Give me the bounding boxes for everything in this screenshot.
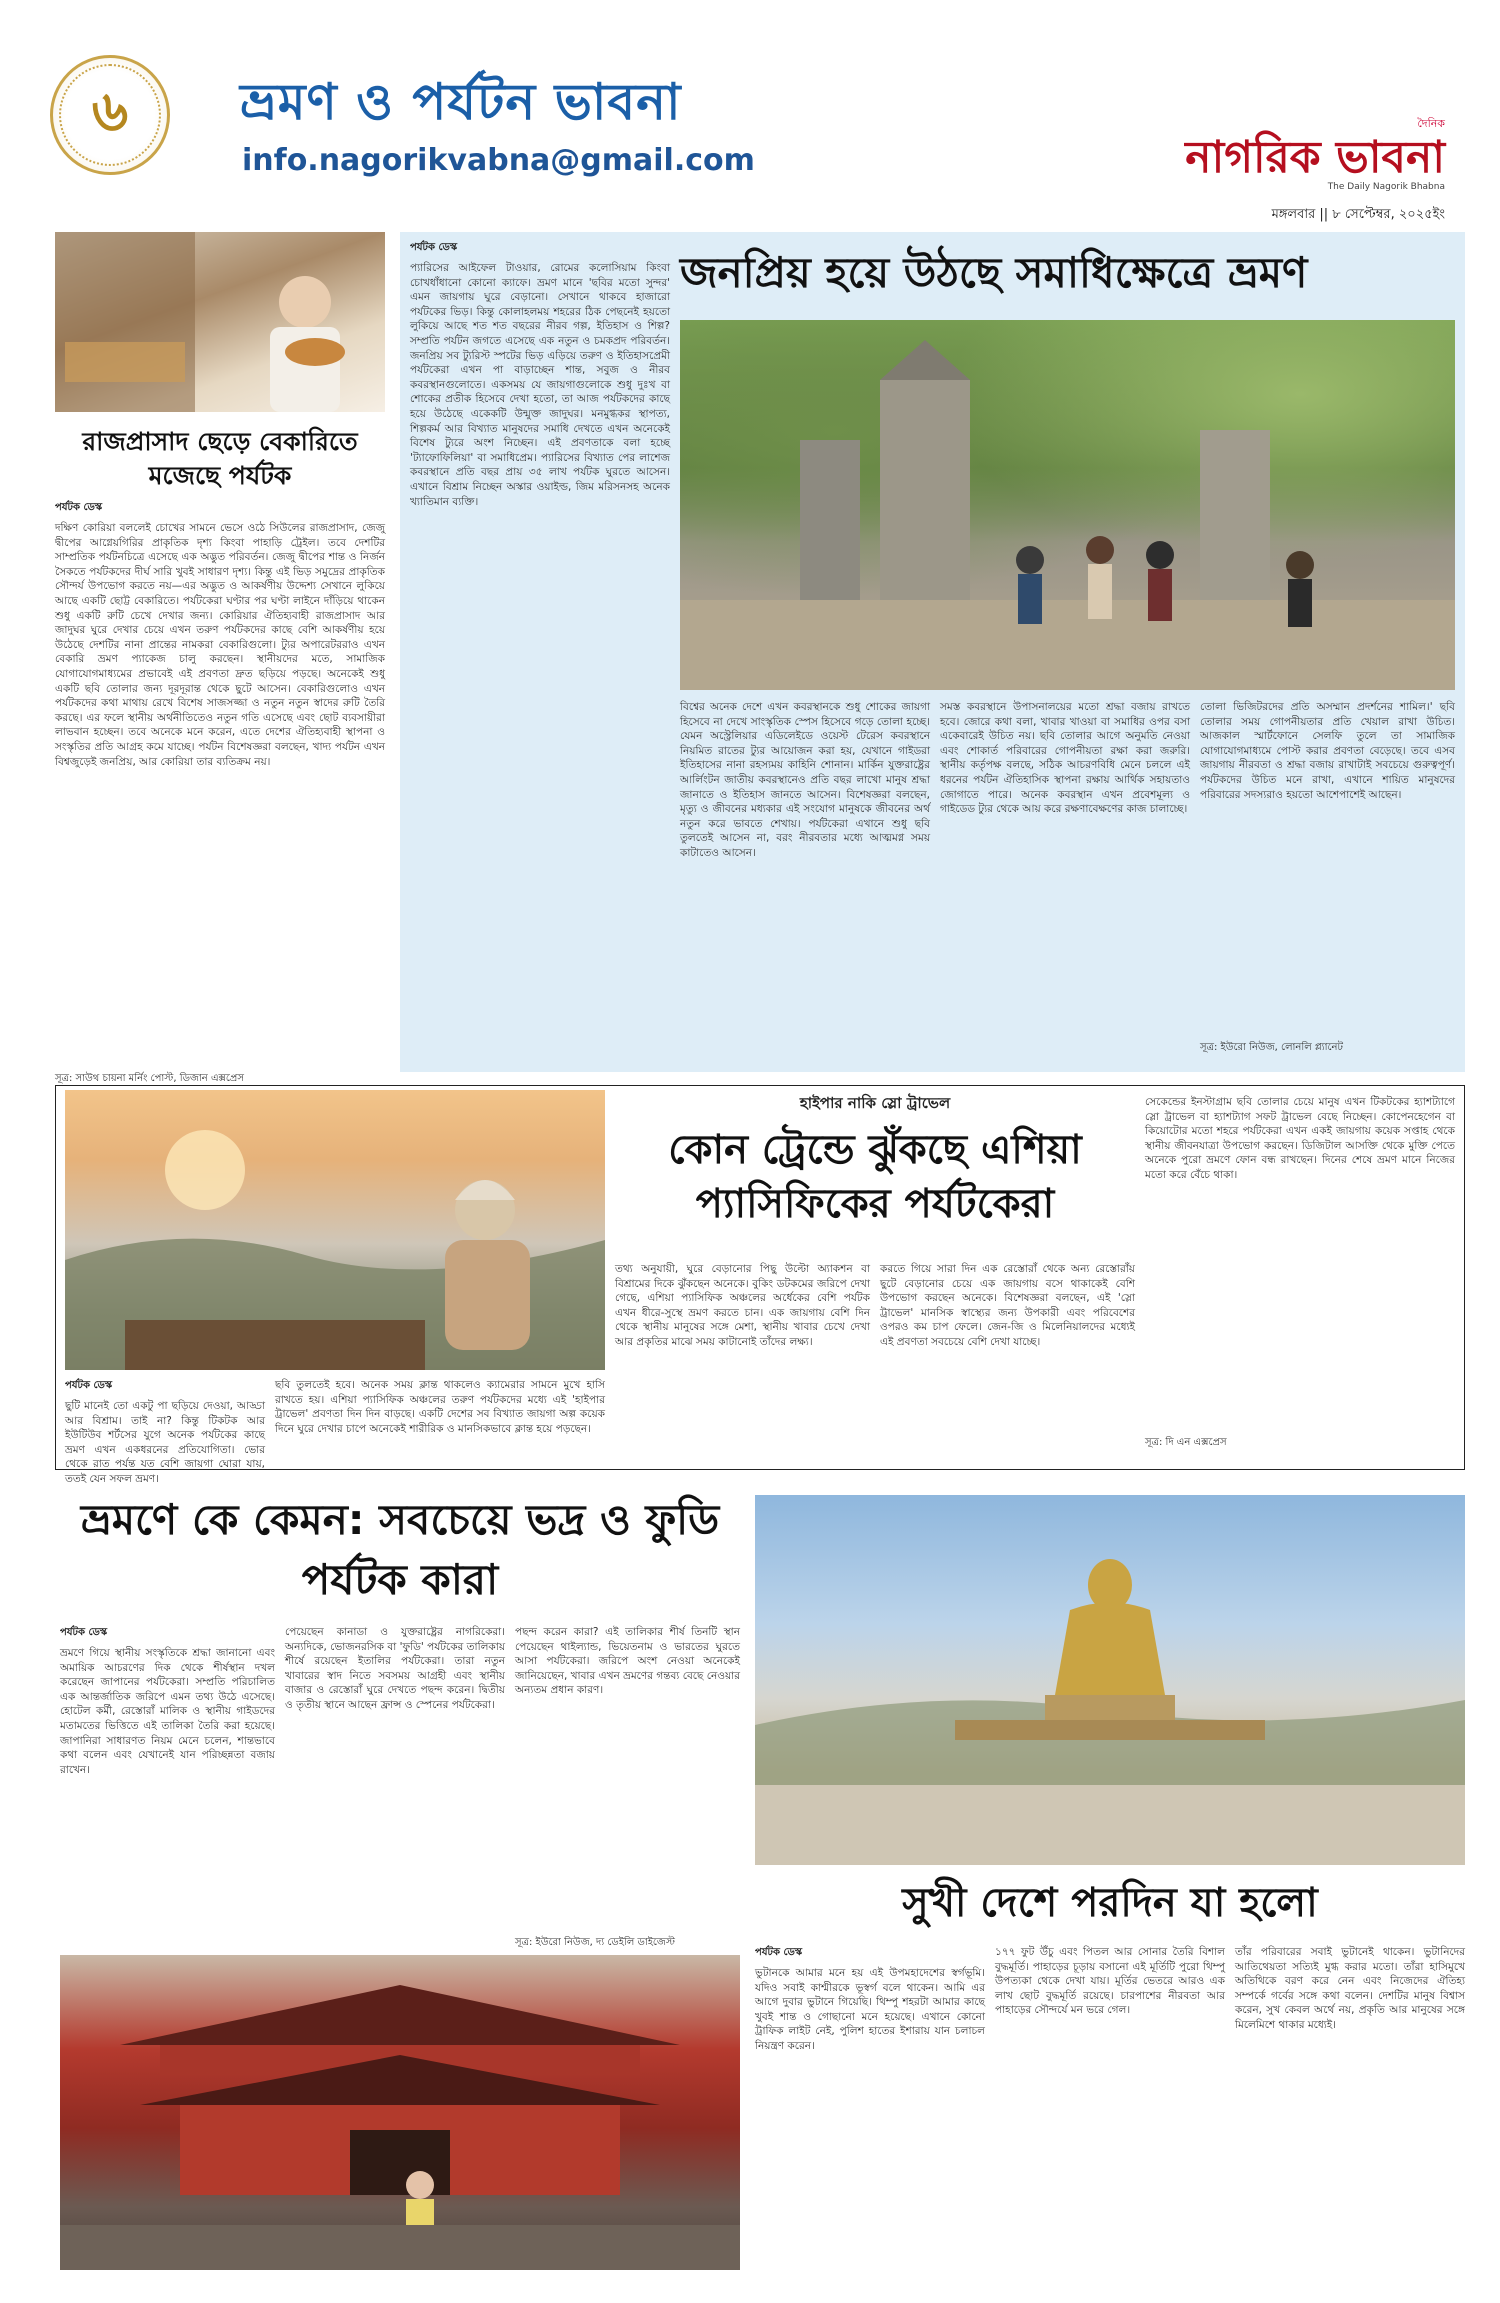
polite-body-col1: ভ্রমণে গিয়ে স্থানীয় সংস্কৃতিকে শ্রদ্ধা জানানো এবং অমায়িক আচরণের দিক থেকে শীর্ষস্থান দখল করেছেন জাপানের পর্যটকেরা। সম্প্রতি পরিচালিত এক আন্তর্জাতিক জরিপে এমন তথ্য উঠে এসেছে। হোটেল কর্মী, রেস্তোরাঁ মালিক ও স্থানীয় গাইডদের মতামতের ভিত্তিতে এই তালিকা তৈরি করা হয়েছে। জাপানিরা সাধারণত নিয়ম মেনে চলেন, শান্তভাবে কথা বলেন এবং যেখানেই যান পরিচ্ছন্নতা বজায় রাখেন। bbox=[60, 1647, 275, 1776]
bhutan-body-col3: তাঁর পরিবারের সবাই ভুটানেই থাকেন। ভুটানিদের আতিথেয়তা সত্যিই মুগ্ধ করার মতো। তাঁরা হাসিমুখে অতিথিকে বরণ করে নেন এবং নিজেদের ঐতিহ্য সম্পর্কে গর্বের সঙ্গে কথা বলেন। দেশটির মানুষ বিশ্বাস করেন, সুখ কেবল অর্থে নয়, প্রকৃতি আর মানুষের সঙ্গে মিলেমিশে থাকার মধ্যেই। bbox=[1235, 1946, 1465, 2031]
asia-body-left: ছুটি মানেই তো একটু পা ছড়িয়ে দেওয়া, আড্ডা আর বিশ্রাম। তাই না? কিন্তু টিকটক আর ইউটিউব শর্টসের যুগে অনেক পর্যটকের কাছে ভ্রমণ এখন একধরনের প্রতিযোগিতা। ভোর থেকে রাত পর্যন্ত যত বেশি জায়গা ঘোরা যায়, ততই যেন সফল ভ্রমণ। bbox=[65, 1400, 265, 1485]
bakery-illustration bbox=[55, 232, 385, 412]
cemetery-photo bbox=[680, 320, 1455, 690]
cemetery-body-col4: তোলা ভিজিটরদের প্রতি অসম্মান প্রদর্শনের শামিল।' ছবি তোলার সময় গোপনীয়তার প্রতি খেয়াল রাখা উচিত। আজকাল স্মার্টফোনে সেলফি তুলে তা সামাজিক যোগাযোগমাধ্যমে পোস্ট করার প্রবণতা বেড়েছে। তবে এসব জায়গায় নীরবতা ও শ্রদ্ধা বজায় রাখাটাই সবচেয়ে গুরুত্বপূর্ণ। পর্যটকদের উচিত মনে রাখা, এখানে শায়িত মানুষদের পরিবারের সদস্যরাও হয়তো আশেপাশেই আছেন। bbox=[1200, 701, 1455, 801]
asia-col-right bbox=[1145, 1095, 1455, 1452]
temple-illustration bbox=[60, 1955, 740, 2270]
bhutan-headline: সুখী দেশে পরদিন যা হলো bbox=[902, 1880, 1318, 1926]
bakery-body: দক্ষিণ কোরিয়া বললেই চোখের সামনে ভেসে ওঠে সিউলের রাজপ্রাসাদ, জেজু দ্বীপের আগ্নেয়গিরির প্রাকৃতিক দৃশ্য কিংবা পাহাড়ি ট্রেইল। তবে দেশটির সাম্প্রতিক পর্যটনচিত্রে এসেছে এক অদ্ভুত পরিবর্তন। জেজু দ্বীপের শান্ত ও নির্জন সৈকতে পর্যটকদের দীর্ঘ সারি খুবই সাধারণ দৃশ্য। কিন্তু এই ভিড় সমুদ্রের প্রাকৃতিক সৌন্দর্য উপভোগ করতে নয়—এর অদ্ভুত ও আকর্ষণীয় উদ্দেশ্য সেখানে লুকিয়ে আছে একটি ছোট্ট বেকারিতে। পর্যটকেরা ঘণ্টার পর ঘণ্টা লাইনে দাঁড়িয়ে থাকেন শুধু একটি রুটি চেখে দেখার জন্য। কোরিয়ার ঐতিহ্যবাহী রাজপ্রাসাদ আর জাদুঘর ঘুরে দেখার চেয়ে এখন তরুণ পর্যটকদের কাছে বেশি আকর্ষণীয় হয়ে উঠেছে দেশটির নানা প্রান্তের নামকরা বেকারিগুলো। ট্যুর অপারেটররাও এখন বেকারি ভ্রমণ প্যাকেজ চালু করছেন। স্থানীয়দের মতে, সামাজিক যোগাযোগমাধ্যমের প্রভাবেই এই প্রবণতা দ্রুত ছড়িয়ে পড়ছে। অনেকেই শুধু একটি ছবি তোলার জন্য দূরদূরান্ত থেকে ছুটে আসেন। বেকারিগুলোও এখন পর্যটকদের কথা মাথায় রেখে বিশেষ সাজসজ্জা ও নতুন নতুন স্বাদের রুটি তৈরি করছে। এর ফলে স্থানীয় অর্থনীতিতেও নতুন গতি এসেছে এবং ছোট ব্যবসায়ীরা লাভবান হচ্ছেন। তবে অনেকে মনে করেন, এতে দেশের ঐতিহ্যবাহী স্থাপনা ও সংস্কৃতির প্রতি আগ্রহ কমে যাচ্ছে। পর্যটন বিশেষজ্ঞরা বলছেন, খাদ্য পর্যটন এখন বিশ্বজুড়েই জনপ্রিয়, আর কোরিয়া তার ব্যতিক্রম নয়। bbox=[55, 522, 385, 768]
section-email[interactable]: info.nagorikvabna@gmail.com bbox=[242, 143, 755, 178]
bhutan-body-col1: ভুটানকে আমার মনে হয় এই উপমহাদেশের স্বর্গভূমি। যদিও সবাই কাশ্মীরকে ভূস্বর্গ বলে থাকেন। আমি এর আগে দুবার ভুটানে গিয়েছি। থিম্পু শহরটা আমার কাছে খুবই শান্ত ও গোছানো মনে হয়েছে। এখানে কোনো ট্রাফিক লাইট নেই, পুলিশ হাতের ইশারায় যান চলাচল নিয়ন্ত্রণ করেন। bbox=[755, 1967, 985, 2052]
polite-body-col2: পেয়েছেন কানাডা ও যুক্তরাষ্ট্রের নাগরিকেরা। অন্যদিকে, ভোজনরসিক বা 'ফুডি' পর্যটকের তালিকায় শীর্ষে রয়েছেন ইতালির পর্যটকেরা। তারা নতুন খাবারের স্বাদ নিতে সবসময় আগ্রহী এবং স্থানীয় বাজার ও রেস্তোরাঁ ঘুরে দেখতে পছন্দ করেন। দ্বিতীয় ও তৃতীয় স্থানে আছেন ফ্রান্স ও স্পেনের পর্যটকেরা। bbox=[285, 1626, 505, 1711]
asia-illustration bbox=[65, 1090, 605, 1370]
dateline: মঙ্গলবার || ৮ সেপ্টেম্বর, ২০২৫ইং bbox=[1271, 207, 1445, 222]
page-number: ৬ bbox=[91, 78, 129, 144]
polite-desk: পর্যটক ডেস্ক bbox=[60, 1627, 108, 1638]
page-number-badge bbox=[50, 55, 170, 175]
asia-body-mid3: করতে গিয়ে সারা দিন এক রেস্তোরাঁ থেকে অন্য রেস্তোরাঁয় ছুটে বেড়ানোর চেয়ে এক জায়গায় বসে থাকাকেই বেশি উপভোগ করছেন অনেকে। বিশেষজ্ঞরা বলছেন, এই 'স্লো ট্রাভেল' মানসিক স্বাস্থ্যের জন্য উপকারী এবং পরিবেশের ওপরও কম চাপ ফেলে। জেন-জি ও মিলেনিয়ালদের মধ্যেই এই প্রবণতা সবচেয়ে বেশি দেখা যাচ্ছে। bbox=[880, 1263, 1135, 1348]
cemetery-body-col2: বিশ্বের অনেক দেশে এখন কবরস্থানকে শুধু শোকের জায়গা হিসেবে না দেখে সাংস্কৃতিক স্পেস হিসেবে গড়ে তোলা হচ্ছে। যেমন অস্ট্রেলিয়ার এডিলেইডে ওয়েস্ট টেরেস কবরস্থানে নিয়মিত রাতের ট্যুর আয়োজন করা হয়, যেখানে গাইডরা ইতিহাসের নানা রহস্যময় কাহিনি শোনান। মার্কিন যুক্তরাষ্ট্রের আর্লিংটন জাতীয় কবরস্থানেও প্রতি বছর লাখো মানুষ শ্রদ্ধা জানাতে ও ইতিহাস জানতে আসেন। বিশেষজ্ঞরা বলছেন, মৃত্যু ও জীবনের মধ্যকার এই সংযোগ মানুষকে জীবনের অর্থ নতুন করে ভাবতে শেখায়। পর্যটকেরা এখানে শুধু ছবি তুলতেই আসেন না, বরং নীরবতার মধ্যে আত্মমগ্ন সময় কাটাতেও আসেন। bbox=[680, 701, 930, 859]
bhutan-photo bbox=[755, 1495, 1465, 1865]
asia-desk: পর্যটক ডেস্ক bbox=[65, 1380, 113, 1391]
cemetery-col1 bbox=[410, 240, 670, 1051]
bakery-credit: সূত্র: সাউথ চায়না মর্নিং পোস্ট, ডিজান এক্সপ্রেস bbox=[55, 1073, 244, 1084]
asia-body-right: সেকেন্ডের ইনস্টাগ্রাম ছবি তোলার চেয়ে মানুষ এখন টিকটকের হ্যাশট্যাগে স্লো ট্রাভেল বা হ্যাশট্যাগ সফট ট্রাভেল বেছে নিচ্ছেন। কোপেনহেগেন বা কিয়োটোর মতো শহরে পর্যটকেরা এখন একই জায়গায় কয়েক সপ্তাহ থেকে স্থানীয় জীবনযাত্রা উপভোগ করছেন। ডিজিটাল আসক্তি থেকে মুক্তি পেতে অনেকে পুরো ভ্রমণে ফোন বন্ধ রাখছেন। দিনের শেষে ভ্রমণ মানে নিজের মতো করে বেঁচে থাকা। bbox=[1145, 1096, 1455, 1181]
bakery-photo bbox=[55, 232, 385, 412]
section-title: ভ্রমণ ও পর্যটন ভাবনা bbox=[240, 73, 682, 131]
asia-col-left bbox=[65, 1378, 265, 1485]
bhutan-col1 bbox=[755, 1945, 985, 2276]
masthead-top: দৈনিক bbox=[1417, 117, 1445, 130]
asia-headline: কোন ট্রেন্ডে ঝুঁকছে এশিয়া প্যাসিফিকের পর্যটকেরা bbox=[668, 1127, 1082, 1227]
asia-headline-block bbox=[615, 1092, 1135, 1231]
polite-col1 bbox=[60, 1625, 275, 1956]
bakery-headline: রাজপ্রাসাদ ছেড়ে বেকারিতে মজেছে পর্যটক bbox=[82, 427, 358, 490]
bhutan-body-col2: ১৭৭ ফুট উঁচু এবং পিতল আর সোনার তৈরি বিশাল বুদ্ধমূর্তি। পাহাড়ের চূড়ায় বসানো এই মূর্তিটি পুরো থিম্পু উপত্যকা থেকে দেখা যায়। মূর্তির ভেতরে আরও এক লাখ ছোট বুদ্ধমূর্তি রয়েছে। চারপাশের নীরবতা আর পাহাড়ের সৌন্দর্যে মন ভরে গেল। bbox=[995, 1946, 1225, 2017]
page-header bbox=[50, 55, 1465, 222]
asia-credit: সূত্র: দি এন এক্সপ্রেস bbox=[1145, 1437, 1227, 1448]
masthead bbox=[1185, 115, 1445, 192]
compass-ring-icon bbox=[59, 64, 161, 166]
polite-photo bbox=[60, 1955, 740, 2270]
polite-body-col3: পছন্দ করেন কারা? এই তালিকার শীর্ষ তিনটি স্থান পেয়েছেন থাইল্যান্ড, ভিয়েতনাম ও ভারতের ঘুরতে আসা পর্যটকেরা। জরিপে অংশ নেওয়া অনেকেই জানিয়েছেন, খাবার এখন ভ্রমণের গন্তব্য বেছে নেওয়ার অন্যতম প্রধান কারণ। bbox=[515, 1626, 740, 1697]
polite-col3 bbox=[515, 1625, 740, 1952]
cemetery-col4 bbox=[1200, 700, 1455, 1057]
bakery-article bbox=[55, 500, 385, 1088]
asia-kicker: হাইপার নাকি স্লো ট্রাভেল bbox=[799, 1094, 951, 1112]
bakery-desk: পর্যটক ডেস্ক bbox=[55, 502, 103, 513]
polite-credit: সূত্র: ইউরো নিউজ, দ্য ডেইলি ডাইজেস্ট bbox=[515, 1937, 675, 1948]
asia-photo bbox=[65, 1090, 605, 1370]
masthead-sub: The Daily Nagorik Bhabna bbox=[1327, 182, 1445, 192]
bhutan-desk: পর্যটক ডেস্ক bbox=[755, 1947, 803, 1958]
cemetery-illustration bbox=[680, 320, 1455, 690]
polite-headline: ভ্রমণে কে কেমন: সবচেয়ে ভদ্র ও ফুডি পর্যটক কারা bbox=[80, 1495, 720, 1604]
cemetery-body-col1: প্যারিসের আইফেল টাওয়ার, রোমের কলোসিয়াম কিংবা চোখধাঁধানো কোনো ক্যাফে। ভ্রমণ মানে 'ছবির মতো সুন্দর' এমন জায়গায় ঘুরে বেড়ানো। সেখানে থাকবে হাজারো পর্যটকের ভিড়। কিন্তু কোলাহলময় শহরের ঠিক পেছনেই হয়তো লুকিয়ে আছে শত শত বছরের নীরব গল্প, ইতিহাস ও শিল্প? সম্প্রতি পর্যটন জগতে এসেছে এক নতুন ও চমকপ্রদ পরিবর্তন। জনপ্রিয় সব ট্যুরিস্ট স্পটের ভিড় এড়িয়ে তরুণ ও ইতিহাসপ্রেমী পর্যটকেরা এখন পা বাড়াচ্ছেন শান্ত, সবুজ ও নীরব কবরস্থানগুলোতে। একসময় যে জায়গাগুলোকে শুধু দুঃখ বা শোকের প্রতীক হিসেবে দেখা হতো, তা আজ পর্যটকদের কাছে হয়ে উঠেছে একেকটি উন্মুক্ত জাদুঘর। মনমুগ্ধকর স্থাপত্য, শিল্পকর্ম আর বিখ্যাত মানুষদের সমাধি দেখতে এখন অনেকেই বিশেষ ট্যুরে অংশ নিচ্ছেন। এই প্রবণতাকে বলা হচ্ছে 'ট্যাফোফিলিয়া' বা সমাধিপ্রেম। প্যারিসের বিখ্যাত পের লাশেজ কবরস্থানে প্রতি বছর প্রায় ৩৫ লাখ পর্যটক ঘুরতে আসেন। এখানে বিশ্রাম নিচ্ছেন অস্কার ওয়াইল্ড, জিম মরিসনসহ অনেক খ্যাতিমান ব্যক্তি। bbox=[410, 262, 670, 508]
cemetery-desk: পর্যটক ডেস্ক bbox=[410, 242, 458, 253]
buddha-illustration bbox=[755, 1495, 1465, 1865]
cemetery-body-col3: সমস্ত কবরস্থানে উপাসনালয়ের মতো শ্রদ্ধা বজায় রাখতে হবে। জোরে কথা বলা, খাবার খাওয়া বা সমাধির ওপর বসা একেবারেই উচিত নয়। ছবি তোলার আগে অনুমতি নেওয়া এবং শোকার্ত পরিবারের গোপনীয়তা রক্ষা করা জরুরি। স্থানীয় কর্তৃপক্ষ বলছে, সঠিক আচরণবিধি মেনে চললে এই ধরনের পর্যটন ঐতিহাসিক স্থাপনা রক্ষায় আর্থিক সহায়তাও জোগাতে পারে। অনেক কবরস্থান এখন প্রবেশমূল্য ও গাইডেড ট্যুর থেকে আয় করে রক্ষণাবেক্ষণের কাজ চালাচ্ছে। bbox=[940, 701, 1190, 816]
cemetery-credit: সূত্র: ইউরো নিউজ, লোনলি প্ল্যানেট bbox=[1200, 1042, 1343, 1053]
asia-body-mid: ছবি তুলতেই হবে। অনেক সময় ক্লান্ত থাকলেও ক্যামেরার সামনে মুখে হাসি রাখতে হয়। এশিয়া প্যাসিফিক অঞ্চলের তরুণ পর্যটকদের মধ্যে এই 'হাইপার ট্রাভেল' প্রবণতা দিন দিন বাড়ছে। একটি দেশের সব বিখ্যাত জায়গা অল্প কয়েক দিনে ঘুরে দেখার চাপে অনেকেই শারীরিক ও মানসিকভাবে ক্লান্ত হয়ে পড়ছেন। bbox=[275, 1379, 605, 1435]
asia-body-mid2: তথ্য অনুযায়ী, ঘুরে বেড়ানোর পিছু উল্টো অ্যাকশন বা বিশ্রামের দিকে ঝুঁকছেন অনেকে। বুকিং ডটকমের জরিপে দেখা গেছে, এশিয়া প্যাসিফিক অঞ্চলের অর্ধেকের বেশি পর্যটক এখন ধীরে-সুস্থে ভ্রমণ করতে চান। এক জায়গায় বেশি দিন থেকে স্থানীয় মানুষের সঙ্গে মেশা, স্থানীয় খাবার চেখে দেখা আর প্রকৃতির মাঝে সময় কাটানোই তাঁদের লক্ষ্য। bbox=[615, 1263, 870, 1348]
masthead-name: নাগরিক ভাবনা bbox=[1185, 132, 1445, 183]
cemetery-headline: জনপ্রিয় হয়ে উঠছে সমাধিক্ষেত্রে ভ্রমণ bbox=[680, 248, 1308, 297]
